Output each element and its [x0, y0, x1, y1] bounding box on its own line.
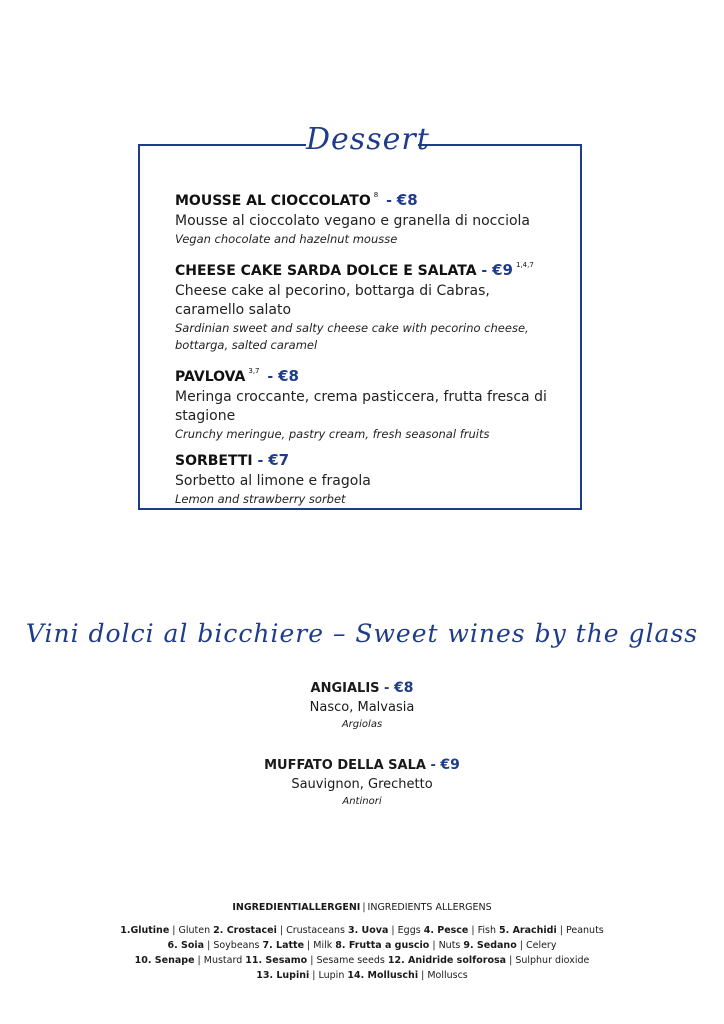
allergens-line: 13. Lupini | Lupin 14. Molluschi | Molluscs [256, 970, 468, 981]
item-name: SORBETTI [175, 453, 253, 469]
dessert-list [175, 184, 555, 514]
item-description-en: Crunchy meringue, pastry cream, fresh seasonal fruits [175, 427, 490, 441]
allergens-line: 6. Soia | Soybeans 7. Latte | Milk 8. Frutta a guscio | Nuts 9. Sedano | Celery [167, 940, 557, 951]
allergens-line: 10. Senape | Mustard 11. Sesamo | Sesame seeds 12. Anidride solforosa | Sulphur dioxide [134, 955, 590, 966]
item-description-it: Cheese cake al pecorino, bottarga di Cabras, caramello salato [175, 283, 490, 318]
menu-item: PAVLOVA $^{3,7}$ - €8 Meringa croccante, crema pasticcera, frutta fresca di stagione Crunchy meringue, pastry cream, fresh seasonal fruits [175, 360, 555, 443]
allergens-title: INGREDIENTIALLERGENI | INGREDIENTS ALLERGENS [232, 902, 492, 913]
wine-producer: Antinori [342, 796, 382, 807]
menu-item: CHEESE CAKE SARDA DOLCE E SALATA - €9 $^{1,4,7}$ Cheese cake al pecorino, bottarga di Cabras, caramello salato Sardinian sweet and salty cheese cake with pecorino cheese, bottarga, salted caramel [175, 254, 555, 354]
wine-item: MUFFATO DELLA SALA - €9 Sauvignon, Grechetto Antinori [0, 755, 724, 810]
item-description-it: Sorbetto al limone e fragola [175, 473, 371, 489]
wine-name: ANGIALIS [310, 681, 380, 696]
item-name: PAVLOVA [175, 369, 246, 385]
allergen-codes: 1,4,7 [515, 261, 534, 269]
allergens-line: 1.Glutine | Gluten 2. Crostacei | Crustaceans 3. Uova | Eggs 4. Pesce | Fish 5. Arachidi | Peanuts [120, 925, 604, 936]
item-description-it: Meringa croccante, crema pasticcera, frutta fresca di stagione [175, 389, 547, 424]
allergen-codes: 3,7 [248, 367, 260, 375]
wines-heading: Vini dolci al bicchiere – Sweet wines by the glass [25, 619, 699, 648]
dessert-heading: Dessert [306, 118, 418, 162]
item-price: €8 [396, 191, 418, 209]
item-description-en: Lemon and strawberry sorbet [175, 492, 346, 506]
item-description-en: Vegan chocolate and hazelnut mousse [175, 232, 398, 246]
allergen-codes: 8 [373, 191, 379, 199]
wine-item: ANGIALIS - €8 Nasco, Malvasia Argiolas [0, 678, 724, 733]
item-description-it: Mousse al cioccolato vegano e granella di nocciola [175, 213, 530, 229]
item-name: MOUSSE AL CIOCCOLATO [175, 193, 371, 209]
wine-price: €8 [393, 680, 414, 696]
allergens-legend [0, 900, 724, 983]
item-name: CHEESE CAKE SARDA DOLCE E SALATA [175, 263, 477, 279]
wine-grapes: Sauvignon, Grechetto [291, 777, 433, 792]
wine-grapes: Nasco, Malvasia [309, 700, 415, 715]
item-price: €8 [278, 367, 299, 385]
wine-producer: Argiolas [341, 719, 383, 730]
menu-item: SORBETTI - €7 Sorbetto al limone e fragola Lemon and strawberry sorbet [175, 449, 555, 508]
menu-item: MOUSSE AL CIOCCOLATO $^8$ - €8 Mousse al cioccolato vegano e granella di nocciola Vegan chocolate and hazelnut mousse [175, 184, 555, 248]
item-description-en: Sardinian sweet and salty cheese cake with pecorino cheese, bottarga, salted caramel [175, 321, 529, 352]
item-price: €7 [268, 451, 290, 469]
item-price: €9 [492, 261, 513, 279]
wine-price: €9 [440, 757, 460, 773]
wine-name: MUFFATO DELLA SALA [264, 758, 426, 773]
